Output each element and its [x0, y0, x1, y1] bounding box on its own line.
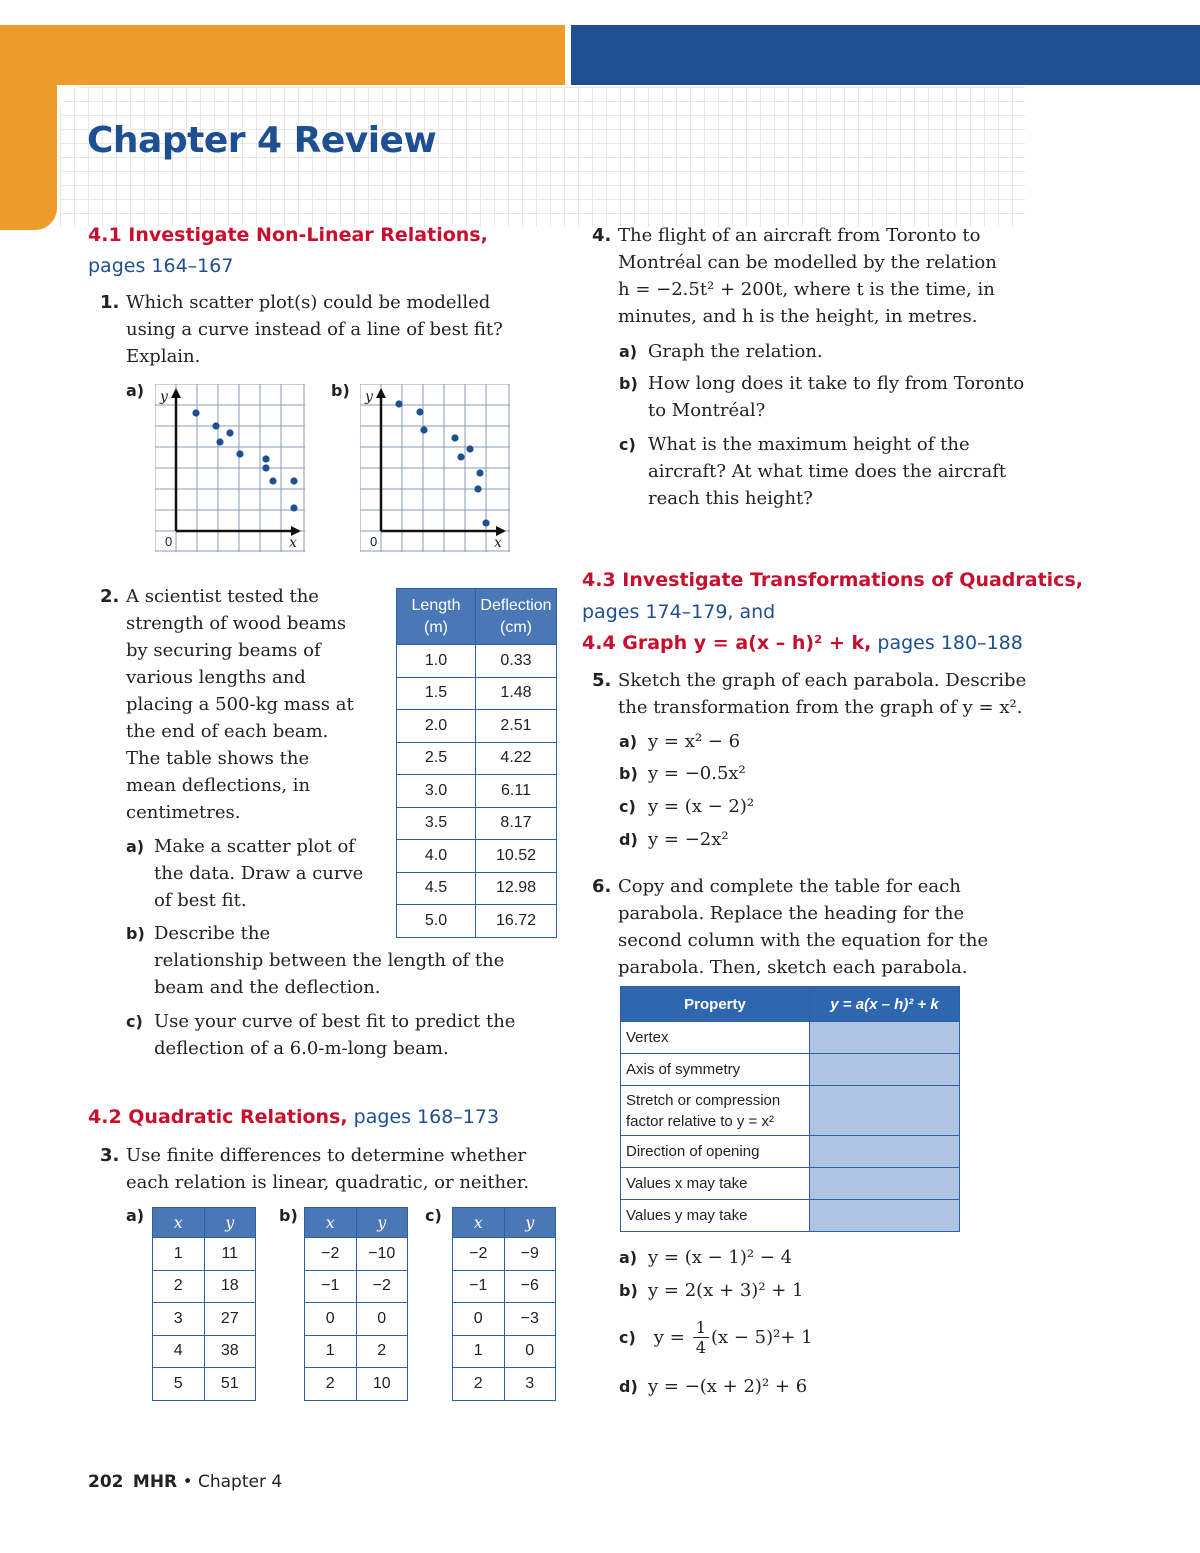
table-row — [397, 710, 557, 743]
x-header: x — [153, 1208, 205, 1238]
table-cell: 4.0 — [397, 840, 476, 873]
table-cell: 2 — [305, 1368, 357, 1401]
scatter-point — [216, 438, 223, 445]
table-cell: −2 — [305, 1238, 357, 1271]
equation-suffix: (x − 5)²+ 1 — [710, 1326, 813, 1348]
table-row — [397, 872, 557, 905]
plot-grid — [360, 384, 510, 552]
scatter-point — [395, 400, 402, 407]
question-2 — [100, 583, 380, 826]
table-cell: −1 — [453, 1270, 505, 1303]
table-cell: 6.11 — [476, 775, 557, 808]
question-5 — [592, 667, 1072, 721]
equation-prefix: y = — [653, 1326, 685, 1348]
table-cell: 2.5 — [397, 742, 476, 775]
table-cell: −9 — [504, 1238, 556, 1271]
table-row — [453, 1238, 556, 1271]
question-4 — [592, 222, 1062, 330]
publisher: MHR — [132, 1472, 178, 1492]
answer-cell — [810, 1200, 960, 1232]
answer-cell — [810, 1054, 960, 1086]
q6-item-a — [619, 1244, 792, 1271]
q3-table-c — [452, 1207, 556, 1401]
q6-line: parabola. Replace the heading for the — [618, 903, 965, 924]
table-cell: −2 — [356, 1270, 408, 1303]
table-row — [453, 1270, 556, 1303]
q2c-line: deflection of a 6.0-m-long beam. — [154, 1038, 449, 1059]
table-row — [621, 1022, 960, 1054]
table-cell: 18 — [204, 1270, 256, 1303]
equation: y = −2x² — [648, 829, 729, 850]
table-cell: −2 — [453, 1238, 505, 1271]
chapter-title: Chapter 4 Review — [87, 120, 437, 161]
q4-line: Montréal can be modelled by the relation — [618, 252, 997, 273]
table-row — [397, 807, 557, 840]
q5-item-a — [619, 728, 740, 755]
answer-cell — [810, 1136, 960, 1168]
scatter-point — [416, 408, 423, 415]
q2a-line: of best fit. — [154, 890, 247, 911]
table-cell: 5.0 — [397, 905, 476, 938]
y-header: y — [204, 1208, 256, 1238]
section-title: 4.2 Quadratic Relations, — [88, 1106, 348, 1128]
property-header: Property — [621, 987, 810, 1022]
q5-item-d — [619, 826, 729, 853]
header-text: Length — [411, 596, 461, 614]
q2b-line: Describe the — [154, 923, 271, 944]
table-cell: −6 — [504, 1270, 556, 1303]
table-cell: 1.5 — [397, 677, 476, 710]
q6-line: second column with the equation for the — [618, 930, 989, 951]
answer-cell — [810, 1168, 960, 1200]
q5-item-b — [619, 760, 746, 787]
equation: y = x² − 6 — [648, 731, 741, 752]
table-cell: 1.48 — [476, 677, 557, 710]
length-header — [397, 589, 476, 645]
header-unit: (cm) — [500, 618, 532, 636]
q6-item-b — [619, 1277, 804, 1304]
table-cell: 2 — [153, 1270, 205, 1303]
y-axis-arrow — [376, 388, 386, 398]
equation: y = −(x + 2)² + 6 — [648, 1376, 808, 1397]
equation: y = (x − 1)² − 4 — [648, 1247, 793, 1268]
table-cell: 51 — [204, 1368, 256, 1401]
table-row — [621, 1054, 960, 1086]
scatter-point — [482, 519, 489, 526]
q2-line: centimetres. — [126, 802, 241, 823]
header-orange-band — [0, 25, 565, 85]
header-blue-band — [571, 25, 1200, 85]
section-pages: pages 180–188 — [877, 632, 1023, 654]
y-axis-arrow — [171, 388, 181, 398]
q3-table-b — [304, 1207, 408, 1401]
part-label: d) — [619, 1377, 638, 1396]
header-text: Deflection — [480, 596, 552, 614]
scatter-point — [290, 504, 297, 511]
table-cell: 3 — [153, 1303, 205, 1336]
table-cell: 10.52 — [476, 840, 557, 873]
q6-line: Copy and complete the table for each — [618, 876, 961, 897]
x-header: x — [453, 1208, 505, 1238]
q4-line: minutes, and h is the height, in metres. — [618, 306, 978, 327]
table-cell: 0 — [504, 1335, 556, 1368]
scatter-point — [192, 409, 199, 416]
plot-b-label: b) — [331, 381, 350, 400]
question-number: 1. — [100, 292, 120, 313]
table-row — [453, 1303, 556, 1336]
axis-y-label: y — [160, 389, 168, 405]
q5-line: Sketch the graph of each parabola. Describe — [618, 670, 1027, 691]
origin-label: 0 — [370, 534, 378, 549]
q5-line: the transformation from the graph of y = x². — [618, 697, 1023, 718]
scatter-point — [262, 455, 269, 462]
axis-y-label: y — [365, 389, 373, 405]
table-row — [621, 1136, 960, 1168]
scatter-point — [269, 477, 276, 484]
table-cell: 4.22 — [476, 742, 557, 775]
q2-line: A scientist tested the — [126, 586, 319, 607]
q4-part-c — [619, 431, 1059, 512]
scatter-point — [420, 426, 427, 433]
table-cell: 2.0 — [397, 710, 476, 743]
q2-line: mean deflections, in — [126, 775, 311, 796]
q3-line: Use finite differences to determine whether — [126, 1145, 526, 1166]
page-number: 202 — [88, 1472, 124, 1492]
origin-label: 0 — [165, 534, 173, 549]
property-cell: Direction of opening — [621, 1136, 810, 1168]
question-number: 6. — [592, 876, 612, 897]
scatter-point — [466, 445, 473, 452]
part-label: c) — [126, 1012, 143, 1031]
table-row — [305, 1270, 408, 1303]
q1-line: Which scatter plot(s) could be modelled — [126, 292, 491, 313]
table-cell: 3 — [504, 1368, 556, 1401]
table-row — [305, 1335, 408, 1368]
table-row — [621, 1086, 960, 1136]
table-cell: 1 — [153, 1238, 205, 1271]
question-6 — [592, 873, 1062, 981]
table-row — [453, 1368, 556, 1401]
table-row — [153, 1335, 256, 1368]
q2-line: strength of wood beams — [126, 613, 347, 634]
table-row — [621, 1200, 960, 1232]
scatter-point — [236, 450, 243, 457]
q2-line: placing a 500-kg mass at — [126, 694, 354, 715]
section-4-2-heading — [88, 1106, 499, 1128]
q2-line: The table shows the — [126, 748, 310, 769]
fraction-denominator: 4 — [693, 1337, 709, 1357]
q2b-line: relationship between the length of the — [154, 950, 505, 971]
axis-x-label: x — [494, 535, 502, 551]
property-cell: Stretch or compression factor relative to y = x² — [621, 1086, 810, 1136]
q3-table-c-label: c) — [425, 1206, 442, 1225]
x-header: x — [305, 1208, 357, 1238]
q2a-line: the data. Draw a curve — [154, 863, 364, 884]
question-3 — [100, 1142, 570, 1196]
orange-side-tab — [0, 85, 57, 230]
separator: • — [182, 1472, 193, 1492]
q4c-line: reach this height? — [648, 488, 813, 509]
table-row — [397, 905, 557, 938]
table-row — [397, 775, 557, 808]
section-title: 4.4 Graph y = a(x – h)² + k, — [582, 632, 872, 654]
part-label: b) — [619, 764, 638, 783]
table-cell: 12.98 — [476, 872, 557, 905]
q5-item-c — [619, 793, 754, 820]
q1-line: Explain. — [126, 346, 201, 367]
scatter-point — [476, 469, 483, 476]
table-cell: 2 — [356, 1335, 408, 1368]
table-row — [305, 1238, 408, 1271]
scatter-point — [226, 429, 233, 436]
question-number: 4. — [592, 225, 612, 246]
q3-line: each relation is linear, quadratic, or neither. — [126, 1172, 530, 1193]
equation: y = −0.5x² — [648, 763, 746, 784]
fraction — [693, 1318, 709, 1357]
q2a-line: Make a scatter plot of — [154, 836, 355, 857]
q3-table-b-label: b) — [279, 1206, 298, 1225]
table-row — [305, 1368, 408, 1401]
plot-grid — [155, 384, 305, 552]
q4b-line: to Montréal? — [648, 400, 766, 421]
part-label: b) — [619, 1281, 638, 1300]
part-label: a) — [619, 732, 638, 751]
property-cell: Values y may take — [621, 1200, 810, 1232]
part-label: d) — [619, 830, 638, 849]
table-cell: 4.5 — [397, 872, 476, 905]
table-cell: 1 — [453, 1335, 505, 1368]
q4a-line: Graph the relation. — [648, 341, 823, 362]
table-row — [397, 645, 557, 678]
scatter-point — [262, 464, 269, 471]
part-label: a) — [619, 1248, 638, 1267]
question-number: 2. — [100, 586, 120, 607]
table-cell: 4 — [153, 1335, 205, 1368]
table-row — [621, 1168, 960, 1200]
table-cell: −3 — [504, 1303, 556, 1336]
table-cell: 0 — [305, 1303, 357, 1336]
equation: y = 2(x + 3)² + 1 — [648, 1280, 804, 1301]
table-row — [153, 1303, 256, 1336]
part-label: c) — [619, 1327, 636, 1347]
y-header: y — [356, 1208, 408, 1238]
table-cell: 8.17 — [476, 807, 557, 840]
table-cell: 5 — [153, 1368, 205, 1401]
page-footer — [88, 1472, 282, 1492]
table-cell: −10 — [356, 1238, 408, 1271]
section-4-3-pages: pages 174–179, and — [582, 601, 776, 623]
table-cell: 2 — [453, 1368, 505, 1401]
footer-chapter: Chapter 4 — [198, 1472, 283, 1492]
scatter-point — [212, 422, 219, 429]
question-1 — [100, 289, 560, 370]
scatter-plot-a — [155, 384, 305, 552]
table-cell: 11 — [204, 1238, 256, 1271]
property-cell: Values x may take — [621, 1168, 810, 1200]
q1-line: using a curve instead of a line of best fit? — [126, 319, 503, 340]
part-label: b) — [619, 374, 638, 393]
part-label: a) — [126, 837, 145, 856]
table-cell: 0 — [453, 1303, 505, 1336]
part-label: a) — [619, 342, 638, 361]
section-4-4-heading — [582, 632, 1023, 654]
table-row — [305, 1303, 408, 1336]
scatter-point — [290, 477, 297, 484]
q4-line: h = −2.5t² + 200t, where t is the time, in — [618, 279, 995, 300]
q4c-line: aircraft? At what time does the aircraft — [648, 461, 1007, 482]
part-label: b) — [126, 924, 145, 943]
plot-a-label: a) — [126, 381, 145, 400]
question-number: 3. — [100, 1145, 120, 1166]
property-cell: Axis of symmetry — [621, 1054, 810, 1086]
table-row — [153, 1270, 256, 1303]
table-cell: 27 — [204, 1303, 256, 1336]
scatter-point — [474, 485, 481, 492]
axis-x-label: x — [289, 535, 297, 551]
table-row — [153, 1238, 256, 1271]
equation-header: y = a(x – h)² + k — [810, 987, 960, 1022]
scatter-plot-b — [360, 384, 510, 552]
table-row — [397, 677, 557, 710]
table-cell: 2.51 — [476, 710, 557, 743]
q2-line: by securing beams of — [126, 640, 321, 661]
property-cell: Vertex — [621, 1022, 810, 1054]
table-cell: 1 — [305, 1335, 357, 1368]
scatter-point — [457, 453, 464, 460]
q2c-line: Use your curve of best fit to predict the — [154, 1011, 516, 1032]
table-row — [397, 840, 557, 873]
q4-part-b — [619, 370, 1059, 424]
q6-item-c — [619, 1312, 813, 1362]
scatter-point — [451, 434, 458, 441]
answer-cell — [810, 1086, 960, 1136]
q2b-line: beam and the deflection. — [154, 977, 381, 998]
q2-line: various lengths and — [126, 667, 306, 688]
question-number: 5. — [592, 670, 612, 691]
fraction-numerator: 1 — [695, 1317, 706, 1337]
deflection-header — [476, 589, 557, 645]
header-unit: (m) — [424, 618, 448, 636]
answer-cell — [810, 1022, 960, 1054]
table-cell: 0.33 — [476, 645, 557, 678]
table-cell: 1.0 — [397, 645, 476, 678]
y-header: y — [504, 1208, 556, 1238]
table-cell: 16.72 — [476, 905, 557, 938]
q2-line: the end of each beam. — [126, 721, 329, 742]
table-cell: 0 — [356, 1303, 408, 1336]
q2-part-a — [126, 833, 386, 914]
q2-part-c — [126, 1008, 566, 1062]
section-4-3-heading: 4.3 Investigate Transformations of Quadratics, — [582, 569, 1083, 591]
table-row — [453, 1335, 556, 1368]
equation: y = (x − 2)² — [648, 796, 755, 817]
table-cell: −1 — [305, 1270, 357, 1303]
table-row — [153, 1368, 256, 1401]
property-table — [620, 986, 960, 1232]
q4-line: The flight of an aircraft from Toronto to — [618, 225, 981, 246]
table-cell: 3.5 — [397, 807, 476, 840]
q4-part-a — [619, 338, 1059, 365]
section-4-1-pages: pages 164–167 — [88, 255, 234, 277]
table-cell: 38 — [204, 1335, 256, 1368]
section-pages: pages 168–173 — [353, 1106, 500, 1128]
part-label: c) — [619, 435, 636, 454]
q3-table-a-label: a) — [126, 1206, 145, 1225]
part-label: c) — [619, 797, 636, 816]
table-row — [397, 742, 557, 775]
section-4-1-heading: 4.1 Investigate Non-Linear Relations, — [88, 224, 488, 246]
q3-table-a — [152, 1207, 256, 1401]
table-cell: 3.0 — [397, 775, 476, 808]
deflection-table — [396, 588, 557, 938]
table-cell: 10 — [356, 1368, 408, 1401]
q6-line: parabola. Then, sketch each parabola. — [618, 957, 968, 978]
q4b-line: How long does it take to fly from Toronto — [648, 373, 1025, 394]
q4c-line: What is the maximum height of the — [648, 434, 970, 455]
q6-item-d — [619, 1373, 807, 1400]
